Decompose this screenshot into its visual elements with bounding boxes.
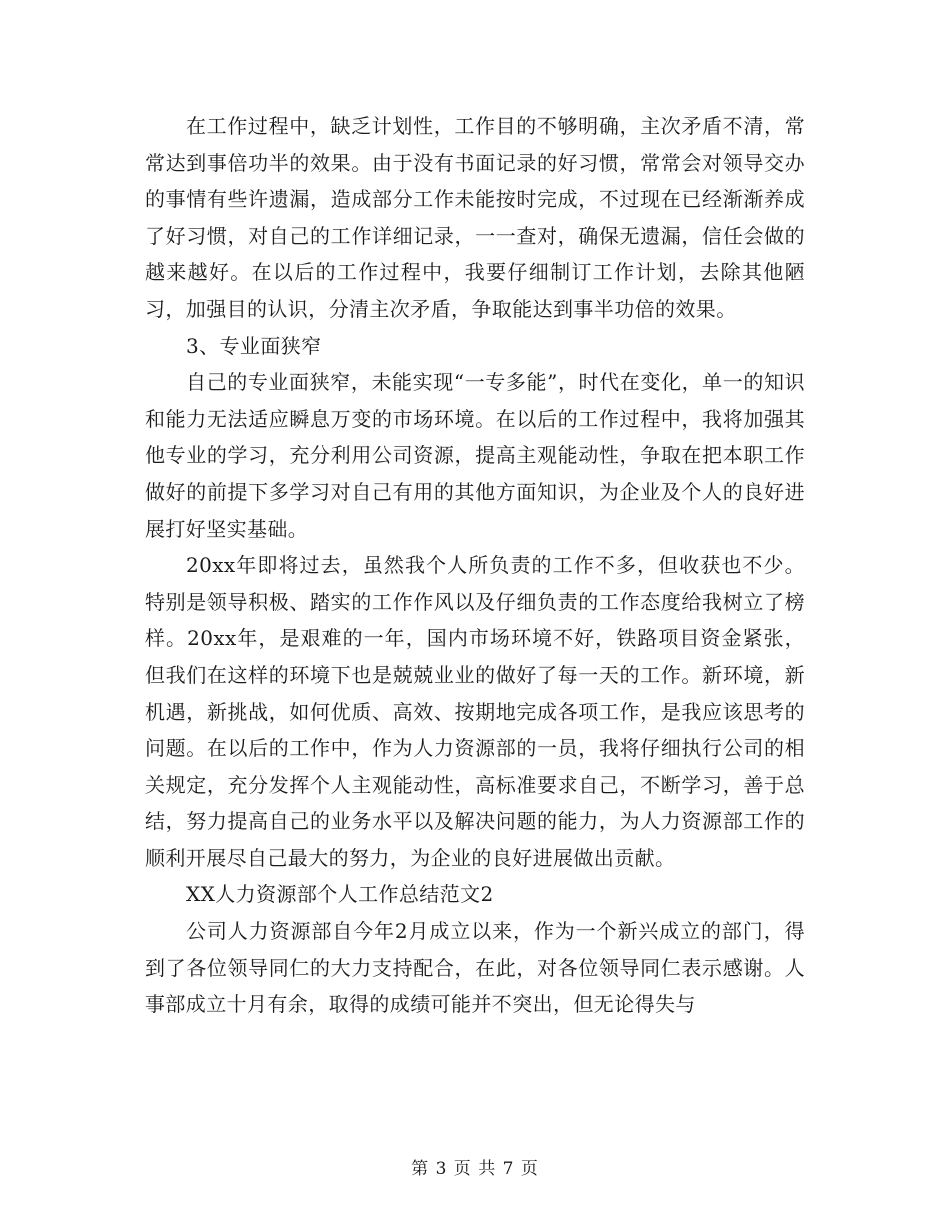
paragraph-narrow-expertise: 自己的专业面狭窄，未能实现“一专多能”，时代在变化，单一的知识和能力无法适应瞬息万变的市场环境。在以后的工作过程中，我将加强其他专业的学习，充分利用公司资源，提高主观能动性，争取在把本职工作做好的前提下多学习对自己有用的其他方面知识，为企业及个人的良好进展打好坚实基础。 (145, 370, 805, 541)
document-body (145, 108, 805, 1023)
section-heading-narrow-expertise: 3、专业面狭窄 (186, 333, 322, 358)
page-number-footer: 第 3 页 共 7 页 (411, 1159, 539, 1179)
section-heading-sample-2: XX人力资源部个人工作总结范文2 (186, 882, 494, 907)
paragraph-year-summary: 20xx年即将过去，虽然我个人所负责的工作不多，但收获也不少。特别是领导积极、踏实的工作作风以及仔细负责的工作态度给我树立了榜样。20xx年，是艰难的一年，国内市场环境不好，铁路项目资金紧张，但我们在这样的环境下也是兢兢业业的做好了每一天的工作。新环境，新机遇，新挑战，如何优质、高效、按期地完成各项工作，是我应该思考的问题。在以后的工作中，作为人力资源部的一员，我将仔细执行公司的相关规定，充分发挥个人主观能动性，高标准要求自己，不断学习，善于总结，努力提高自己的业务水平以及解决问题的能力，为人力资源部工作的顺利开展尽自己最大的努力，为企业的良好进展做出贡献。 (145, 553, 805, 870)
paragraph-hr-department-intro: 公司人力资源部自今年2月成立以来，作为一个新兴成立的部门，得到了各位领导同仁的大力支持配合，在此，对各位领导同仁表示感谢。人事部成立十月有余，取得的成绩可能并不突出，但无论得失与 (145, 919, 805, 1017)
paragraph-work-planning: 在工作过程中，缺乏计划性，工作目的不够明确，主次矛盾不清，常常达到事倍功半的效果。由于没有书面记录的好习惯，常常会对领导交办的事情有些许遗漏，造成部分工作未能按时完成，不过现在已经渐渐养成了好习惯，对自己的工作详细记录，一一查对，确保无遗漏，信任会做的越来越好。在以后的工作过程中，我要仔细制订工作计划，去除其他陋习，加强目的认识，分清主次矛盾，争取能达到事半功倍的效果。 (145, 114, 805, 321)
